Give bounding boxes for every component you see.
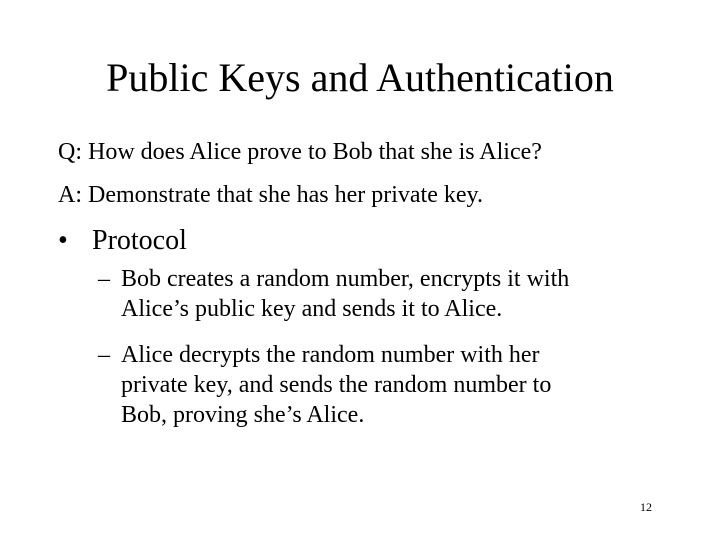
- page-number: 12: [640, 500, 652, 514]
- bullet-marker: •: [58, 225, 68, 256]
- sub-bullet-alice-decrypts: [98, 340, 678, 430]
- question-text: Q: How does Alice prove to Bob that she is Alice?: [58, 139, 542, 165]
- sub-bullet-line: private key, and sends the random number to: [121, 372, 552, 398]
- bullet-protocol: [58, 224, 187, 258]
- sub-bullet-line: Bob, proving she’s Alice.: [121, 402, 365, 428]
- sub-bullet-line: Alice decrypts the random number with her: [121, 342, 540, 368]
- bullet-label: Protocol: [92, 225, 187, 256]
- answer-text: A: Demonstrate that she has her private key.: [58, 182, 483, 208]
- dash-marker: –: [98, 266, 110, 292]
- dash-marker: –: [98, 342, 110, 368]
- sub-bullet-bob-creates: [98, 264, 678, 324]
- sub-bullet-line: Bob creates a random number, encrypts it with: [121, 266, 570, 292]
- sub-bullet-line: Alice’s public key and sends it to Alice.: [121, 296, 503, 322]
- slide-title: Public Keys and Authentication: [106, 55, 614, 100]
